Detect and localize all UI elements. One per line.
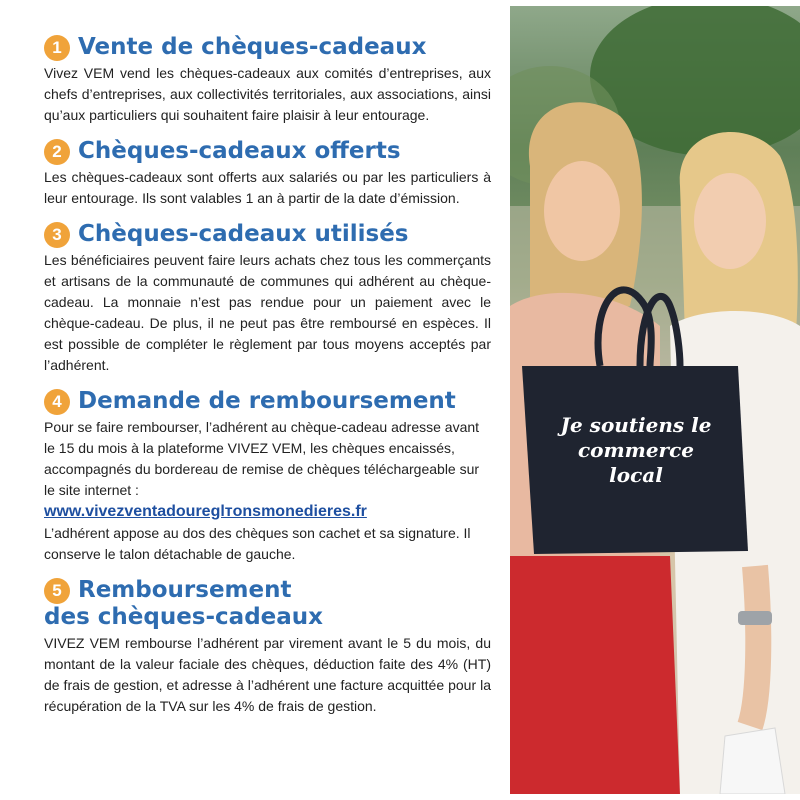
- content-column: [44, 34, 491, 729]
- bag-text-line-3: local: [609, 463, 663, 487]
- section-5-title: Remboursement: [78, 577, 292, 603]
- section-4-title: Demande de remboursement: [78, 388, 456, 414]
- section-4-heading: [44, 388, 491, 415]
- section-1-text: Vivez VEM vend les chèques-cadeaux aux comités d’entreprises, aux chefs d’entreprises, aux collectivités territoriales, aux associations, ainsi qu’aux particuliers qui souhaitent faire plaisir à leur entourage.: [44, 65, 491, 123]
- section-2: [44, 138, 491, 209]
- wristwatch: [738, 611, 772, 625]
- number-badge-5: 5: [44, 578, 70, 604]
- bag-text-line-1: Je soutiens le: [560, 413, 712, 437]
- number-badge-1: 1: [44, 35, 70, 61]
- section-1-title: Vente de chèques-cadeaux: [78, 34, 427, 60]
- section-2-title: Chèques-cadeaux offerts: [78, 138, 401, 164]
- small-white-bag: [720, 728, 785, 794]
- woman-left-face: [544, 161, 620, 261]
- section-3-title: Chèques-cadeaux utilisés: [78, 221, 409, 247]
- section-2-heading: [44, 138, 491, 165]
- section-5-text: VIVEZ VEM rembourse l’adhérent par virement avant le 5 du mois, du montant de la valeur faciale des chèques, déduction faite des 4% (HT) de frais de gestion, et adresse à l’adhérent une facture acquittée pour la récupération de la TVA sur les 4% de frais de gestion.: [44, 635, 491, 714]
- section-5: [44, 577, 491, 717]
- photo-illustration: [510, 6, 800, 794]
- section-4-text: Pour se faire rembourser, l’adhérent au chèque-cadeau adresse avant le 15 du mois à la plateforme VIVEZ VEM, les chèques encaissés, accompagnés du bordereau de remise de chèques téléchargeable sur le site internet :: [44, 419, 480, 498]
- section-4: [44, 388, 491, 565]
- number-badge-4: 4: [44, 389, 70, 415]
- number-badge-2: 2: [44, 139, 70, 165]
- promo-photo: [510, 6, 800, 794]
- section-1-heading: [44, 34, 491, 61]
- section-3: [44, 221, 491, 376]
- section-5-title-line-2: des chèques-cadeaux: [44, 604, 323, 630]
- section-3-text: Les bénéficiaires peuvent faire leurs achats chez tous les commerçants et artisans de la communauté de communes qui adhérent au chèque- cadeau. La monnaie n’est pas rendue pour un paiement avec le chèque-cadeau. De plus, il ne peut pas être remboursé en espèces. Il est possible de compléter le règlement par tous moyens acceptés par l’adhérent.: [44, 252, 491, 373]
- website-link[interactable]: www.vivezventadoureglтonsmonedieres.fr: [44, 503, 367, 520]
- woman-right-arm: [750, 566, 758, 726]
- section-2-text: Les chèques-cadeaux sont offerts aux salariés ou par les particuliers à leur entourage. Ils sont valables 1 an à partir de la date d’émission.: [44, 169, 491, 206]
- section-5-heading: [44, 577, 491, 604]
- section-1: [44, 34, 491, 126]
- woman-left-skirt: [510, 556, 680, 794]
- section-3-heading: [44, 221, 491, 248]
- number-badge-3: 3: [44, 222, 70, 248]
- section-4-text-2: L’adhérent appose au dos des chèques son cachet et sa signature. Il conserve le talon détachable de gauche.: [44, 525, 471, 562]
- bag-text-line-2: commerce: [577, 438, 695, 462]
- woman-right-face: [694, 173, 766, 269]
